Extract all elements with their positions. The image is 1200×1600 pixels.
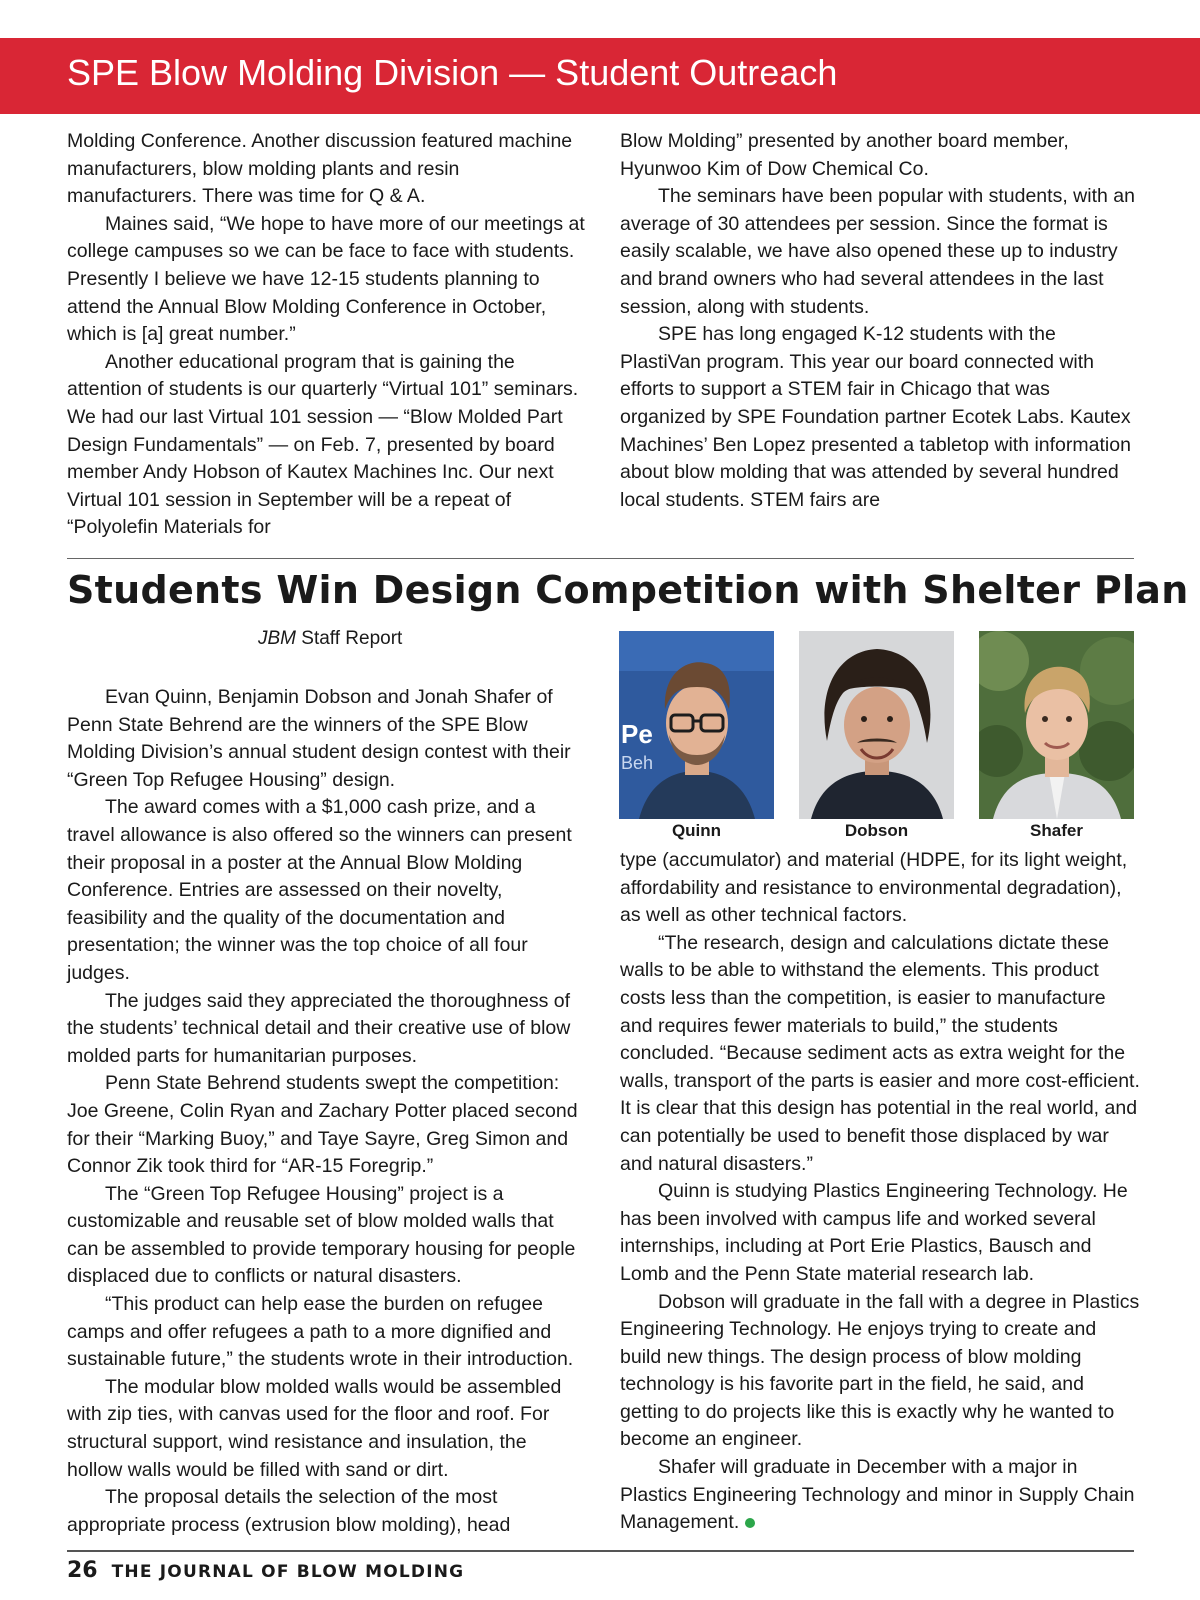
continued-column-left [67,128,587,542]
photo-caption: Shafer [1030,821,1083,840]
paragraph: The seminars have been popular with students, with an average of 30 attendees per session. Since the format is easily scalable, we have also opened these up to industry and brand owners who had several attendees in the last session, along with students. [620,185,1135,318]
photo-quinn [619,631,774,819]
paragraph: Dobson will graduate in the fall with a degree in Plastics Engineering Technology. He enjoys trying to create and build new things. The design process of blow molding technology is his favorite part in the field, he said, and getting to do projects like this is exactly why he wanted to become an engineer. [620,1290,1140,1451]
page-number: 26 [67,1558,98,1583]
byline-publication: JBM [258,628,296,649]
paragraph: SPE has long engaged K-12 students with the PlastiVan program. This year our board connected with efforts to support a STEM fair in Chicago that was organized by SPE Foundation partner Ecotek Labs. Kautex Machines’ Ben Lopez presented a tabletop with information about blow molding that was attended by several hundred local students. STEM fairs are [620,323,1131,511]
page-footer [67,1558,464,1583]
photo-caption: Quinn [671,821,722,840]
byline-text: Staff Report [296,628,403,649]
backdrop-text: Pe [621,719,653,749]
paragraph: type (accumulator) and material (HDPE, for its light weight, affordability and resistance to environmental degradation), as well as other technical factors. [620,849,1128,927]
article-column-right [620,847,1140,1537]
paragraph: Penn State Behrend students swept the competition: Joe Greene, Colin Ryan and Zachary Potter placed second for their “Marking Buoy,” and Taye Sayre, Greg Simon and Connor Zik took third for “AR-15 Foregrip.” [67,1072,578,1178]
paragraph: Maines said, “We hope to have more of our meetings at college campuses so we can be face to face with students. Presently I believe we have 12-15 students planning to attend the Annual Blow Molding Conference in October, which is [a] great number.” [67,212,585,346]
paragraph: Blow Molding” presented by another board member, Hyunwoo Kim of Dow Chemical Co. [620,130,1069,180]
paragraph: “The research, design and calculations dictate these walls to be able to withstand the elements. This product costs less than the competition, is easier to manufacture and requires fewer materials to build,” the students concluded. “Because sediment acts as extra weight for the walls, transport of the parts is easier and more cost-efficient. It is clear that this design has potential in the real world, and can potentially be used to benefit those displaced by war and natural disasters.” [620,931,1140,1175]
article-column-left [67,684,587,1539]
paragraph: Another educational program that is gaining the attention of students is our quarterly “Virtual 101” seminars. We had our last Virtual 101 session — “Blow Molded Part Design Fundamentals” — on Feb. 7, presented by board member Andy Hobson of Kautex Machines Inc. Our next Virtual 101 session in September will be a repeat of “Polyolefin Materials for [67,350,579,539]
backdrop-text: Beh [621,753,654,773]
paragraph-text: Shafer will graduate in December with a major in Plastics Engineering Technology and minor in Supply Chain Management. [620,1456,1135,1534]
end-of-article-bullet-icon [745,1518,755,1528]
photo-shafer [979,631,1134,819]
section-title: SPE Blow Molding Division — Student Outreach [67,52,838,93]
paragraph: Evan Quinn, Benjamin Dobson and Jonah Shafer of Penn State Behrend are the winners of the SPE Blow Molding Division’s annual student design contest with their “Green Top Refugee Housing” design. [67,686,571,791]
footer-rule [67,1550,1134,1552]
paragraph: The award comes with a $1,000 cash prize, and a travel allowance is also offered so the winners can present their proposal in a poster at the Annual Blow Molding Conference. Entries are assessed on their novelty, feasibility and the quality of the documentation and presentation; the winner was the top choice of all four judges. [67,796,572,984]
continued-column-right [620,128,1140,514]
paragraph: Molding Conference. Another discussion featured machine manufacturers, blow molding plants and resin manufacturers. There was time for Q & A. [67,130,573,208]
paragraph-final [620,1454,1140,1537]
article-headline: Students Win Design Competition with Shelter Plan [67,568,1189,612]
byline [258,628,402,650]
photo-dobson [799,631,954,819]
paragraph: The “Green Top Refugee Housing” project is a customizable and reusable set of blow molded walls that can be assembled to provide temporary housing for people displaced due to conflicts or natural disasters. [67,1182,576,1288]
section-banner [0,38,1200,114]
paragraph: “This product can help ease the burden on refugee camps and offer refugees a path to a more dignified and sustainable future,” the students wrote in their introduction. [67,1293,574,1371]
paragraph: Quinn is studying Plastics Engineering Technology. He has been involved with campus life and worked several internships, including at Port Erie Plastics, Bausch and Lomb and the Penn State material research lab. [620,1180,1128,1285]
photo-caption: Dobson [844,821,909,840]
journal-name: THE JOURNAL OF BLOW MOLDING [111,1562,465,1582]
section-divider [67,558,1134,559]
paragraph: The modular blow molded walls would be assembled with zip ties, with canvas used for the floor and roof. For structural support, wind resistance and insulation, the hollow walls would be filled with sand or dirt. [67,1375,562,1481]
paragraph: The judges said they appreciated the thoroughness of the students’ technical detail and their creative use of blow molded parts for humanitarian purposes. [67,989,571,1067]
paragraph: The proposal details the selection of the most appropriate process (extrusion blow molding), head [67,1486,511,1536]
